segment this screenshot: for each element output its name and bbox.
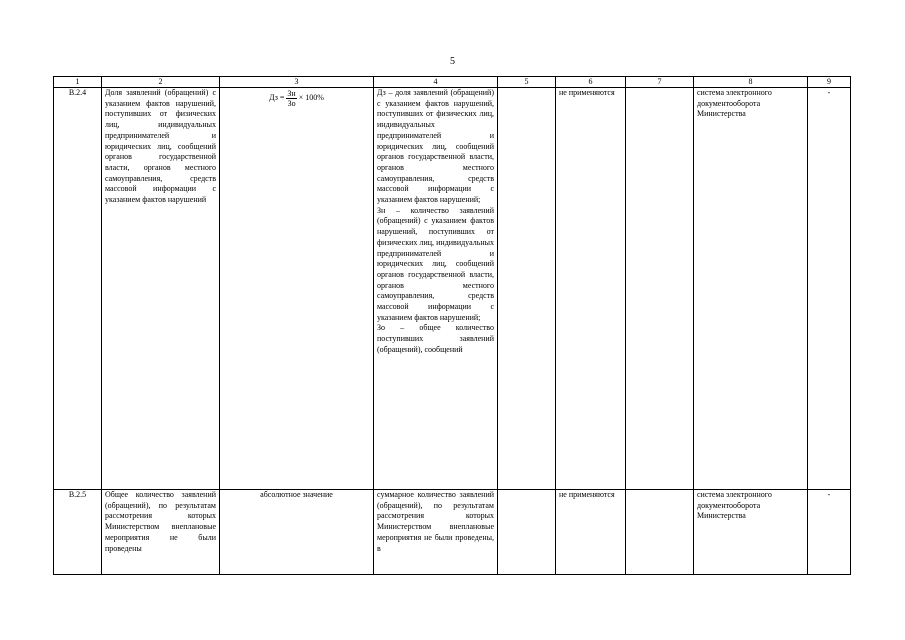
- formula-rhs: × 100%: [298, 93, 324, 103]
- description-paragraph: суммарное количество заявлений (обращений), по результатам рассмотрения которых Министерством внеплановые мероприятия не были проведены, в: [377, 490, 494, 553]
- formula: [223, 89, 370, 108]
- formula-denominator: Зо: [287, 99, 296, 108]
- description-cell: [374, 490, 498, 575]
- col7-cell: [626, 88, 694, 490]
- column-header: 3: [220, 77, 374, 88]
- formula-lhs: Дз =: [269, 93, 285, 103]
- column-header: 4: [374, 77, 498, 88]
- table-row: [54, 490, 851, 575]
- column-number-row: [54, 77, 851, 88]
- source-cell: система электронного документооборота Министерства: [694, 490, 808, 575]
- column-header: 6: [556, 77, 626, 88]
- indicators-table: [53, 76, 851, 575]
- description-paragraph: Зо – общее количество поступивших заявлений (обращений), сообщений: [377, 323, 494, 354]
- col5-cell: [498, 88, 556, 490]
- col9-cell: -: [808, 490, 851, 575]
- row-code: В.2.5: [54, 490, 102, 575]
- column-header: 8: [694, 77, 808, 88]
- formula-numerator: Зн: [287, 89, 296, 98]
- column-header: 9: [808, 77, 851, 88]
- source-cell: система электронного документооборота Министерства: [694, 88, 808, 490]
- formula-cell: [220, 88, 374, 490]
- applicability-cell: не применяются: [556, 88, 626, 490]
- indicator-name: Общее количество заявлений (обращений), по результатам рассмотрения которых Министерством внеплановые мероприятия не были проведены: [102, 490, 220, 575]
- column-header: 2: [102, 77, 220, 88]
- description-paragraph: Зн – количество заявлений (обращений) с указанием фактов нарушений, поступивших от физических лиц, индивидуальных предпринимателей и юридических лиц, сообщений органов государственной власти, органов местного самоуправления, средств массовой информации с указанием фактов нарушений;: [377, 205, 494, 322]
- method-cell: абсолютное значение: [220, 490, 374, 575]
- row-code: В.2.4: [54, 88, 102, 490]
- description-cell: [374, 88, 498, 490]
- column-header: 1: [54, 77, 102, 88]
- description-paragraph: Дз – доля заявлений (обращений) с указанием фактов нарушений, поступивших от физических лиц, индивидуальных предпринимателей и юридических лиц, сообщений органов государственной власти, органов местного самоуправления, средств массовой информации с указанием фактов нарушений;: [377, 88, 494, 205]
- col5-cell: [498, 490, 556, 575]
- indicator-name: Доля заявлений (обращений) с указанием фактов нарушений, поступивших от физических лиц, индивидуальных предпринимателей и юридических лиц, сообщений органов государственной власти, органов местного самоуправления, средств массовой информации с указанием фактов нарушений: [102, 88, 220, 490]
- table-row: [54, 88, 851, 490]
- applicability-cell: не применяются: [556, 490, 626, 575]
- formula-fraction: [286, 89, 296, 108]
- col9-cell: -: [808, 88, 851, 490]
- column-header: 7: [626, 77, 694, 88]
- page-number: 5: [450, 56, 455, 67]
- col7-cell: [626, 490, 694, 575]
- column-header: 5: [498, 77, 556, 88]
